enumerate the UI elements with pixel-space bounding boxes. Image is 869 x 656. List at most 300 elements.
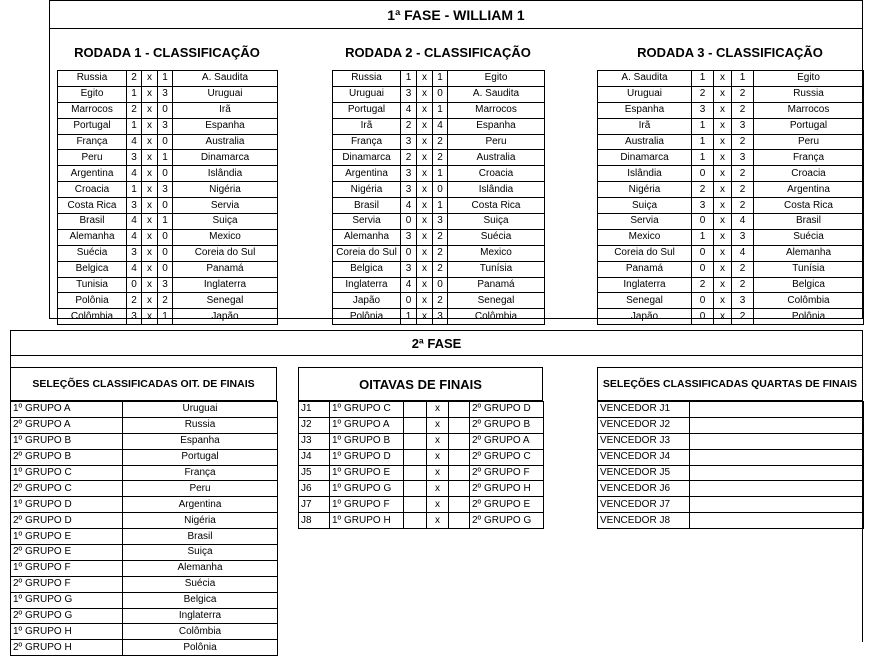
away-score-cell [449, 481, 470, 497]
match-row [58, 71, 278, 87]
quartas-title: SELEÇÕES CLASSIFICADAS QUARTAS DE FINAIS [602, 378, 858, 390]
team-cell: Alemanha [123, 560, 278, 576]
qualified-row [11, 545, 278, 561]
versus-cell: x [714, 102, 732, 118]
round16-row [299, 433, 544, 449]
home-score-cell: 2 [401, 150, 417, 166]
away-score-cell: 1 [158, 71, 173, 87]
round16-row [299, 465, 544, 481]
home-score-cell: 4 [401, 102, 417, 118]
away-score-cell [449, 402, 470, 418]
away-score-cell: 3 [732, 118, 754, 134]
versus-cell: x [427, 449, 449, 465]
round16-row [299, 513, 544, 529]
home-team-cell: Islândia [598, 166, 692, 182]
home-team-cell: Alemanha [58, 229, 127, 245]
group-position-cell: 2º GRUPO H [11, 640, 123, 656]
home-score-cell: 1 [127, 182, 142, 198]
fase2-title-text: 2ª FASE [411, 335, 462, 351]
versus-cell: x [714, 245, 732, 261]
home-team-cell: Inglaterra [598, 277, 692, 293]
group-position-cell: 1º GRUPO B [11, 433, 123, 449]
away-score-cell: 2 [433, 261, 448, 277]
match-row [598, 229, 864, 245]
away-team-cell: Inglaterra [173, 277, 278, 293]
away-team-cell: Espanha [173, 118, 278, 134]
away-score-cell: 3 [732, 150, 754, 166]
away-team-cell: Espanha [448, 118, 545, 134]
match-row [333, 261, 545, 277]
match-row [598, 86, 864, 102]
home-team-cell: Belgica [333, 261, 401, 277]
round16-row [299, 481, 544, 497]
team-cell: Belgica [123, 592, 278, 608]
versus-cell: x [714, 134, 732, 150]
qualified-row [11, 497, 278, 513]
home-team-cell: Croacia [58, 182, 127, 198]
versus-cell: x [142, 245, 158, 261]
winner-label-cell: VENCEDOR J8 [598, 513, 690, 529]
home-score-cell: 0 [127, 277, 142, 293]
versus-cell: x [427, 433, 449, 449]
away-score-cell: 2 [433, 229, 448, 245]
away-score-cell: 1 [732, 71, 754, 87]
home-team-cell: Servia [598, 214, 692, 230]
home-score-cell: 2 [692, 86, 714, 102]
versus-cell: x [417, 182, 433, 198]
match-row [333, 182, 545, 198]
game-id-cell: J4 [299, 449, 330, 465]
away-team-cell: Marrocos [448, 102, 545, 118]
oitavas-title-box [298, 367, 543, 401]
versus-cell: x [142, 309, 158, 325]
match-row [58, 86, 278, 102]
home-score-cell [404, 481, 427, 497]
home-score-cell: 3 [692, 102, 714, 118]
home-score-cell [404, 513, 427, 529]
winner-team-cell [690, 513, 864, 529]
away-team-cell: Colômbia [754, 293, 864, 309]
away-team-cell: A. Saudita [448, 86, 545, 102]
match-row [58, 261, 278, 277]
home-score-cell: 1 [127, 118, 142, 134]
home-team-cell: Dinamarca [333, 150, 401, 166]
match-row [58, 309, 278, 325]
away-score-cell: 2 [732, 309, 754, 325]
round2-table [332, 70, 545, 325]
group-position-cell: 1º GRUPO E [11, 529, 123, 545]
round2-title: RODADA 2 - CLASSIFICAÇÃO [345, 45, 531, 60]
home-team-cell: Peru [58, 150, 127, 166]
away-score-cell: 3 [158, 86, 173, 102]
match-row [333, 309, 545, 325]
away-score-cell [449, 433, 470, 449]
away-team-cell: Costa Rica [754, 198, 864, 214]
away-slot-cell: 2º GRUPO H [470, 481, 544, 497]
away-slot-cell: 2º GRUPO C [470, 449, 544, 465]
match-row [333, 166, 545, 182]
match-row [333, 293, 545, 309]
home-score-cell: 3 [401, 166, 417, 182]
home-score-cell: 1 [692, 134, 714, 150]
home-score-cell: 4 [127, 166, 142, 182]
versus-cell: x [427, 465, 449, 481]
versus-cell: x [714, 71, 732, 87]
group-position-cell: 2º GRUPO F [11, 576, 123, 592]
home-team-cell: Suécia [58, 245, 127, 261]
match-row [333, 150, 545, 166]
game-id-cell: J1 [299, 402, 330, 418]
away-score-cell: 3 [158, 182, 173, 198]
versus-cell: x [714, 214, 732, 230]
winner-team-cell [690, 417, 864, 433]
versus-cell: x [417, 134, 433, 150]
match-row [598, 150, 864, 166]
away-team-cell: Islândia [448, 182, 545, 198]
game-id-cell: J2 [299, 417, 330, 433]
home-score-cell: 4 [127, 261, 142, 277]
winner-team-cell [690, 497, 864, 513]
away-score-cell: 3 [433, 309, 448, 325]
versus-cell: x [142, 71, 158, 87]
away-score-cell: 0 [158, 166, 173, 182]
classificadas-table [10, 401, 278, 656]
versus-cell: x [427, 497, 449, 513]
match-row [58, 102, 278, 118]
match-row [58, 198, 278, 214]
game-id-cell: J8 [299, 513, 330, 529]
away-score-cell: 2 [732, 86, 754, 102]
quarterfinal-row [598, 417, 864, 433]
away-score-cell: 2 [732, 102, 754, 118]
away-score-cell: 0 [433, 182, 448, 198]
match-row [333, 277, 545, 293]
home-team-cell: Uruguai [333, 86, 401, 102]
winner-label-cell: VENCEDOR J7 [598, 497, 690, 513]
winner-label-cell: VENCEDOR J1 [598, 402, 690, 418]
game-id-cell: J7 [299, 497, 330, 513]
away-team-cell: Croacia [754, 166, 864, 182]
home-team-cell: Panamá [598, 261, 692, 277]
home-team-cell: Alemanha [333, 229, 401, 245]
round1-table [57, 70, 278, 325]
away-score-cell: 1 [158, 309, 173, 325]
versus-cell: x [417, 198, 433, 214]
away-team-cell: Peru [448, 134, 545, 150]
away-team-cell: Dinamarca [173, 150, 278, 166]
away-score-cell: 2 [732, 166, 754, 182]
home-score-cell [404, 465, 427, 481]
home-score-cell [404, 497, 427, 513]
away-team-cell: Mexico [173, 229, 278, 245]
qualified-row [11, 624, 278, 640]
versus-cell: x [714, 166, 732, 182]
versus-cell: x [714, 86, 732, 102]
home-team-cell: Suiça [598, 198, 692, 214]
group-position-cell: 2º GRUPO G [11, 608, 123, 624]
quartas-table [597, 401, 864, 529]
home-score-cell: 1 [692, 150, 714, 166]
quarterfinal-row [598, 402, 864, 418]
oitavas-title: OITAVAS DE FINAIS [359, 376, 482, 392]
home-score-cell: 4 [401, 198, 417, 214]
home-team-cell: Russia [333, 71, 401, 87]
versus-cell: x [427, 417, 449, 433]
home-score-cell: 3 [127, 245, 142, 261]
home-score-cell: 1 [401, 71, 417, 87]
away-score-cell: 0 [158, 198, 173, 214]
away-score-cell: 0 [158, 134, 173, 150]
match-row [333, 198, 545, 214]
versus-cell: x [714, 261, 732, 277]
away-score-cell: 2 [732, 182, 754, 198]
fase2-title [10, 330, 863, 356]
quarterfinal-row [598, 481, 864, 497]
versus-cell: x [142, 261, 158, 277]
home-team-cell: Russia [58, 71, 127, 87]
match-row [598, 134, 864, 150]
away-team-cell: Mexico [448, 245, 545, 261]
versus-cell: x [417, 214, 433, 230]
versus-cell: x [142, 214, 158, 230]
group-position-cell: 1º GRUPO G [11, 592, 123, 608]
away-team-cell: Coreia do Sul [173, 245, 278, 261]
away-slot-cell: 2º GRUPO A [470, 433, 544, 449]
home-score-cell: 3 [127, 309, 142, 325]
winner-label-cell: VENCEDOR J5 [598, 465, 690, 481]
home-score-cell: 2 [692, 182, 714, 198]
home-score-cell: 0 [692, 166, 714, 182]
home-score-cell: 1 [692, 118, 714, 134]
round1-title: RODADA 1 - CLASSIFICAÇÃO [74, 45, 260, 60]
away-team-cell: Irã [173, 102, 278, 118]
away-score-cell: 1 [433, 71, 448, 87]
team-cell: Suiça [123, 545, 278, 561]
qualified-row [11, 481, 278, 497]
team-cell: Portugal [123, 449, 278, 465]
home-score-cell: 3 [401, 261, 417, 277]
away-team-cell: Servia [173, 198, 278, 214]
away-score-cell: 2 [732, 198, 754, 214]
team-cell: Peru [123, 481, 278, 497]
away-score-cell: 2 [158, 293, 173, 309]
match-row [598, 293, 864, 309]
match-row [598, 198, 864, 214]
away-score-cell [449, 449, 470, 465]
away-team-cell: Australia [173, 134, 278, 150]
home-slot-cell: 1º GRUPO A [330, 417, 404, 433]
match-row [333, 118, 545, 134]
qualified-row [11, 640, 278, 656]
home-team-cell: Uruguai [598, 86, 692, 102]
away-score-cell: 0 [158, 261, 173, 277]
home-slot-cell: 1º GRUPO E [330, 465, 404, 481]
home-score-cell: 3 [692, 198, 714, 214]
home-score-cell [404, 417, 427, 433]
winner-label-cell: VENCEDOR J4 [598, 449, 690, 465]
home-score-cell [404, 433, 427, 449]
away-team-cell: Tunísia [754, 261, 864, 277]
round16-row [299, 449, 544, 465]
versus-cell: x [142, 182, 158, 198]
group-position-cell: 1º GRUPO C [11, 465, 123, 481]
versus-cell: x [714, 229, 732, 245]
home-slot-cell: 1º GRUPO F [330, 497, 404, 513]
group-position-cell: 1º GRUPO H [11, 624, 123, 640]
home-team-cell: Inglaterra [333, 277, 401, 293]
away-score-cell: 0 [158, 245, 173, 261]
team-cell: França [123, 465, 278, 481]
away-team-cell: Nigéria [173, 182, 278, 198]
qualified-row [11, 465, 278, 481]
away-score-cell: 1 [433, 166, 448, 182]
away-score-cell: 3 [433, 214, 448, 230]
match-row [598, 214, 864, 230]
match-row [598, 277, 864, 293]
away-score-cell: 3 [732, 229, 754, 245]
versus-cell: x [427, 513, 449, 529]
group-position-cell: 2º GRUPO A [11, 417, 123, 433]
away-slot-cell: 2º GRUPO F [470, 465, 544, 481]
home-score-cell: 0 [401, 293, 417, 309]
qualified-row [11, 402, 278, 418]
versus-cell: x [417, 309, 433, 325]
match-row [333, 102, 545, 118]
away-slot-cell: 2º GRUPO E [470, 497, 544, 513]
home-score-cell: 3 [401, 182, 417, 198]
away-score-cell: 3 [158, 277, 173, 293]
versus-cell: x [417, 118, 433, 134]
versus-cell: x [417, 245, 433, 261]
classificadas-title-box [10, 367, 277, 401]
away-team-cell: Colômbia [448, 309, 545, 325]
round16-row [299, 497, 544, 513]
home-team-cell: Irã [333, 118, 401, 134]
match-row [598, 118, 864, 134]
match-row [333, 134, 545, 150]
home-team-cell: Argentina [333, 166, 401, 182]
quarterfinal-row [598, 465, 864, 481]
game-id-cell: J3 [299, 433, 330, 449]
versus-cell: x [714, 309, 732, 325]
group-position-cell: 1º GRUPO F [11, 560, 123, 576]
versus-cell: x [142, 134, 158, 150]
home-score-cell [404, 449, 427, 465]
home-team-cell: Brasil [58, 214, 127, 230]
versus-cell: x [142, 150, 158, 166]
qualified-row [11, 449, 278, 465]
home-team-cell: Mexico [598, 229, 692, 245]
home-team-cell: Dinamarca [598, 150, 692, 166]
winner-team-cell [690, 402, 864, 418]
home-team-cell: Nigéria [598, 182, 692, 198]
match-row [58, 150, 278, 166]
home-score-cell: 0 [401, 214, 417, 230]
match-row [333, 229, 545, 245]
away-score-cell: 2 [732, 134, 754, 150]
home-team-cell: Japão [598, 309, 692, 325]
match-row [598, 261, 864, 277]
away-team-cell: Suécia [754, 229, 864, 245]
home-score-cell: 0 [692, 245, 714, 261]
home-team-cell: Portugal [333, 102, 401, 118]
quarterfinal-row [598, 433, 864, 449]
winner-label-cell: VENCEDOR J6 [598, 481, 690, 497]
match-row [58, 245, 278, 261]
away-team-cell: Suiça [448, 214, 545, 230]
match-row [333, 245, 545, 261]
away-team-cell: Australia [448, 150, 545, 166]
home-score-cell: 2 [127, 293, 142, 309]
home-team-cell: Japão [333, 293, 401, 309]
qualified-row [11, 513, 278, 529]
home-score-cell: 1 [692, 229, 714, 245]
home-team-cell: Polônia [333, 309, 401, 325]
home-score-cell [404, 402, 427, 418]
fase1-title-text: 1ª FASE - WILLIAM 1 [387, 6, 525, 23]
away-score-cell: 3 [732, 293, 754, 309]
team-cell: Espanha [123, 433, 278, 449]
versus-cell: x [427, 402, 449, 418]
group-position-cell: 2º GRUPO D [11, 513, 123, 529]
versus-cell: x [142, 293, 158, 309]
home-team-cell: Australia [598, 134, 692, 150]
team-cell: Inglaterra [123, 608, 278, 624]
quarterfinal-row [598, 513, 864, 529]
home-slot-cell: 1º GRUPO B [330, 433, 404, 449]
match-row [598, 182, 864, 198]
away-score-cell: 0 [433, 86, 448, 102]
team-cell: Colômbia [123, 624, 278, 640]
team-cell: Suécia [123, 576, 278, 592]
home-score-cell: 3 [127, 150, 142, 166]
home-team-cell: Costa Rica [58, 198, 127, 214]
home-team-cell: A. Saudita [598, 71, 692, 87]
round3-table [597, 70, 864, 325]
away-score-cell: 1 [433, 198, 448, 214]
game-id-cell: J6 [299, 481, 330, 497]
versus-cell: x [714, 277, 732, 293]
versus-cell: x [714, 118, 732, 134]
home-score-cell: 4 [127, 214, 142, 230]
round3-title: RODADA 3 - CLASSIFICAÇÃO [637, 45, 823, 60]
winner-team-cell [690, 481, 864, 497]
versus-cell: x [417, 261, 433, 277]
away-score-cell: 4 [433, 118, 448, 134]
team-cell: Argentina [123, 497, 278, 513]
qualified-row [11, 417, 278, 433]
match-row [58, 293, 278, 309]
winner-label-cell: VENCEDOR J2 [598, 417, 690, 433]
away-score-cell: 0 [433, 277, 448, 293]
home-score-cell: 2 [127, 71, 142, 87]
group-position-cell: 2º GRUPO E [11, 545, 123, 561]
away-team-cell: Peru [754, 134, 864, 150]
group-position-cell: 1º GRUPO A [11, 402, 123, 418]
away-score-cell: 2 [732, 277, 754, 293]
home-slot-cell: 1º GRUPO H [330, 513, 404, 529]
match-row [58, 118, 278, 134]
match-row [58, 182, 278, 198]
away-team-cell: França [754, 150, 864, 166]
home-score-cell: 4 [127, 229, 142, 245]
versus-cell: x [417, 150, 433, 166]
match-row [58, 229, 278, 245]
versus-cell: x [417, 86, 433, 102]
versus-cell: x [142, 102, 158, 118]
winner-team-cell [690, 465, 864, 481]
home-score-cell: 0 [692, 214, 714, 230]
